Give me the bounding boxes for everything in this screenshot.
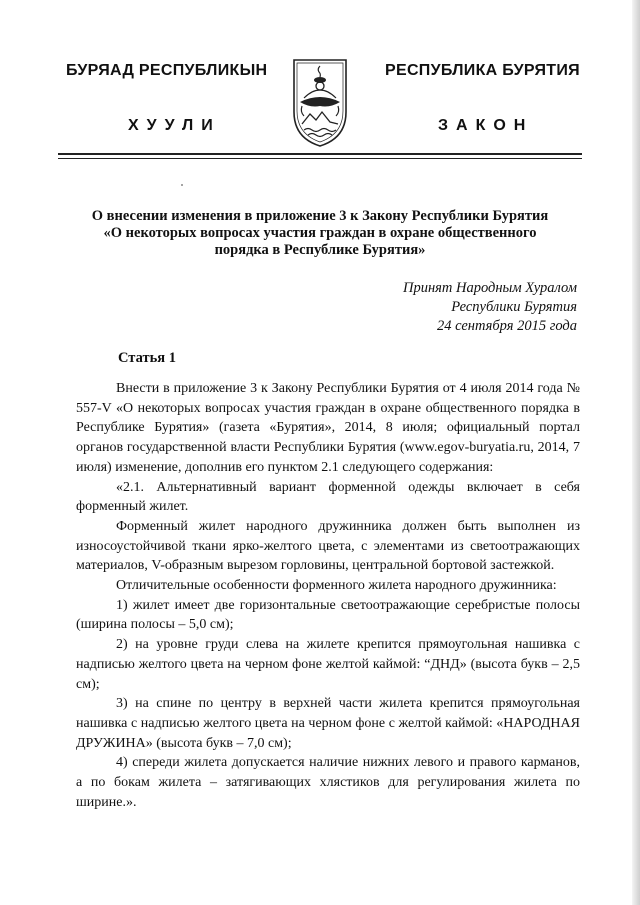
article-paragraph: 2) на уровне груди слева на жилете крепится прямоугольная нашивка с надписью желтого цвета на черном фоне желтой каймой: “ДНД» (высота букв – 2,5 см); [76,637,580,692]
header-right-subtitle: ЗАКОН [438,117,534,134]
adoption-line: Принят Народным Хуралом [402,280,577,296]
article-paragraph: 1) жилет имеет две горизонтальные светоотражающие серебристые полосы (ширина полосы – 5,0 см); [76,597,580,633]
header-left-subtitle: ХУУЛИ [128,117,221,134]
adoption-line: Республики Бурятия [451,299,577,315]
header-left-title: БУРЯАД РЕСПУБЛИКЫН [66,62,268,79]
document-title-line: порядка в Республике Бурятия» [214,242,426,258]
article-paragraph: 3) на спине по центру в верхней части жилета крепится прямоугольная нашивка с надписью желтого цвета на черном фоне с желтой каймой: «НАРОДНАЯ ДРУЖИНА» (высота букв – 7,0 см); [76,696,580,751]
article-paragraph: 4) спереди жилета допускается наличие нижних левого и правого карманов, а по бокам жилета – затягивающих хлястиков для регулирования жилета по ширине.». [76,755,580,810]
scan-speck [181,184,183,186]
article-heading: Статья 1 [118,350,176,366]
adoption-note [403,279,577,336]
header-rule-thick [58,153,582,155]
header-rule-thin [58,158,582,159]
article-paragraph: Внести в приложение 3 к Закону Республики Бурятия от 4 июля 2014 года № 557-V «О некоторых вопросах участия граждан в охране общественного порядка в Республике Бурятия» (газета «Бурятия», 2014, 8 июля; официальный портал органов государственной власти Республики Бурятия (www.egov-buryatia.ru, 2014, 7 июля) изменение, дополнив его пунктом 2.1 следующего содержания: [76,381,580,475]
article-paragraph: Форменный жилет народного дружинника должен быть выполнен из износоустойчивой ткани ярко-желтого цвета, с элементами из светоотражающих материалов, V-образным вырезом горловины, центральной бортовой застежкой. [76,518,580,574]
header-right-title: РЕСПУБЛИКА БУРЯТИЯ [385,62,580,79]
article-paragraph: Отличительные особенности форменного жилета народного дружинника: [116,578,557,594]
coat-of-arms-icon [290,54,350,150]
article-body [76,379,580,812]
document-title-line: О внесении изменения в приложение 3 к Закону Республики Бурятия [91,208,549,224]
article-paragraph: «2.1. Альтернативный вариант форменной одежды включает в себя форменный жилет. [76,479,580,515]
page-edge-shadow [632,0,640,905]
document-title [60,208,580,259]
adoption-date: 24 сентября 2015 года [436,318,577,334]
document-title-line: «О некоторых вопросах участия граждан в охране общественного [103,225,537,241]
